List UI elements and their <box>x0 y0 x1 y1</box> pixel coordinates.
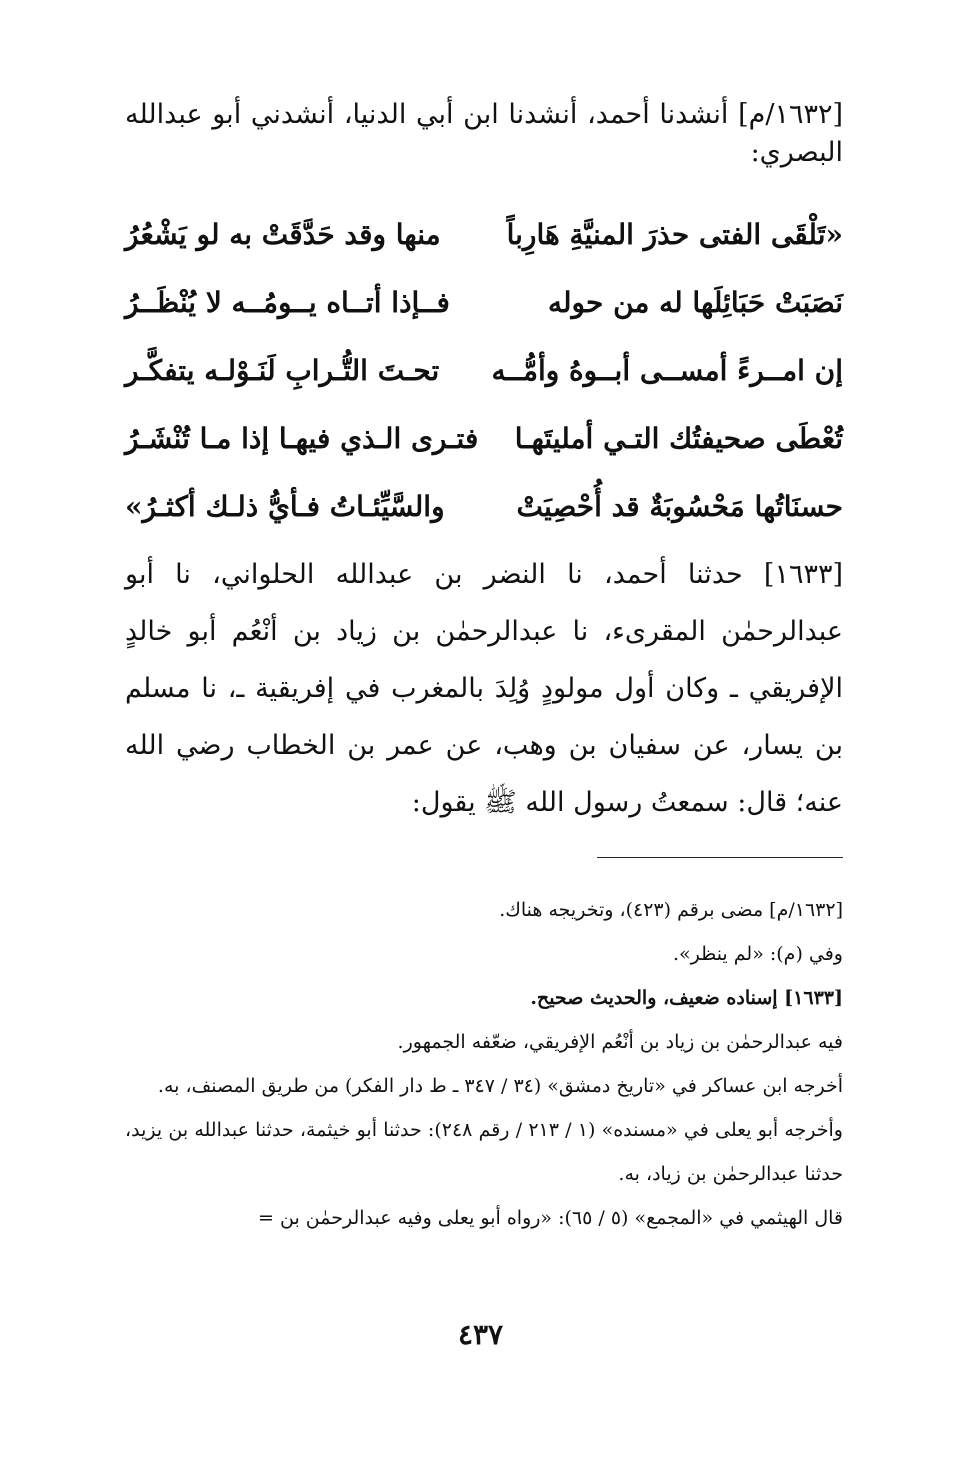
footnote-ibn-asakir: أخرجه ابن عساكر في «تاريخ دمشق» (٣٤ / ٣٤٧ ـ ط دار الفكر) من طريق المصنف، به. <box>157 1075 843 1097</box>
verse-3-first-hemistich: إن امــرءً أمســى أبــوهُ وأمُّــه <box>491 354 843 387</box>
footnote-1632-ref: [١٦٣٢/م] مضى برقم (٤٢٣)، وتخريجه هناك. <box>499 899 843 921</box>
footnote-1633-grade: [١٦٣٣] إسناده ضعيف، والحديث صحيح. <box>530 987 843 1009</box>
verse-1-second-hemistich: منها وقد حَدَّقَتْ به لو يَشْعُرُ <box>125 218 441 251</box>
footnote-haythami: قال الهيثمي في «المجمع» (٥ / ٦٥): «رواه أبو يعلى وفيه عبدالرحمٰن بن = <box>258 1207 843 1229</box>
footnote-variant: وفي (م): «لم ينظر». <box>672 943 843 965</box>
footnote-narrator: فيه عبدالرحمٰن بن زياد بن أنْعُم الإفريقي، ضعّفه الجمهور. <box>397 1031 843 1053</box>
verse-2 <box>125 280 843 348</box>
verse-1 <box>125 212 843 280</box>
footnotes <box>125 888 843 1240</box>
verse-3 <box>125 348 843 416</box>
poem-verses <box>125 212 843 552</box>
footnote-abu-yala: وأخرجه أبو يعلى في «مسنده» (١ / ٢١٣ / رقم ٢٤٨): حدثنا أبو خيثمة، حدثنا عبدالله بن يزيد، حدثنا عبدالرحمٰن بن زياد، به. <box>125 1119 843 1185</box>
verse-1-first-hemistich: «تَلْقَى الفتى حذرَ المنيَّةِ هَارِباً <box>506 218 843 251</box>
page-number: ٤٣٧ <box>457 1318 504 1351</box>
verse-4 <box>125 416 843 484</box>
verse-4-second-hemistich: فتـرى الـذي فيهـا إذا مـا تُنْشَـرُ <box>125 422 479 455</box>
verse-4-first-hemistich: تُعْطَى صحيفتُك التـي أمليتَهـا <box>514 422 843 455</box>
verse-5 <box>125 484 843 552</box>
footnote-separator <box>597 857 843 858</box>
paragraph-1632: [١٦٣٢/م] أنشدنا أحمد، أنشدنا ابن أبي الدنيا، أنشدني أبو عبدالله البصري: <box>125 99 843 168</box>
verse-3-second-hemistich: تحـتَ التُّـرابِ لَنَـوْلـه يتفكَّـر <box>125 354 440 387</box>
verse-2-first-hemistich: نَصَبَتْ حَبَائِلَها له من حوله <box>548 286 843 319</box>
verse-5-first-hemistich: حسنَاتُها مَحْسُوبَةٌ قد أُحْصِيَتْ <box>516 490 843 523</box>
verse-5-second-hemistich: والسَّيِّئـاتُ فـأيُّ ذلـك أكثـرُ» <box>125 490 445 523</box>
paragraph-1633: [١٦٣٣] حدثنا أحمد، نا النضر بن عبدالله الحلواني، نا أبو عبدالرحمٰن المقرىء، نا عبدالرحمٰن بن زياد بن أنْعُم أبو خالدٍ الإفريقي ـ وكان أول مولودٍ وُلِدَ بالمغرب في إفريقية ـ، نا مسلم بن يسار، عن سفيان بن وهب، عن عمر بن الخطاب رضي الله عنه؛ قال: سمعتُ رسول الله ﷺ يقول: <box>125 559 843 818</box>
verse-2-second-hemistich: فــإذا أتــاه يــومُــه لا يُنْظَــرُ <box>125 286 450 319</box>
